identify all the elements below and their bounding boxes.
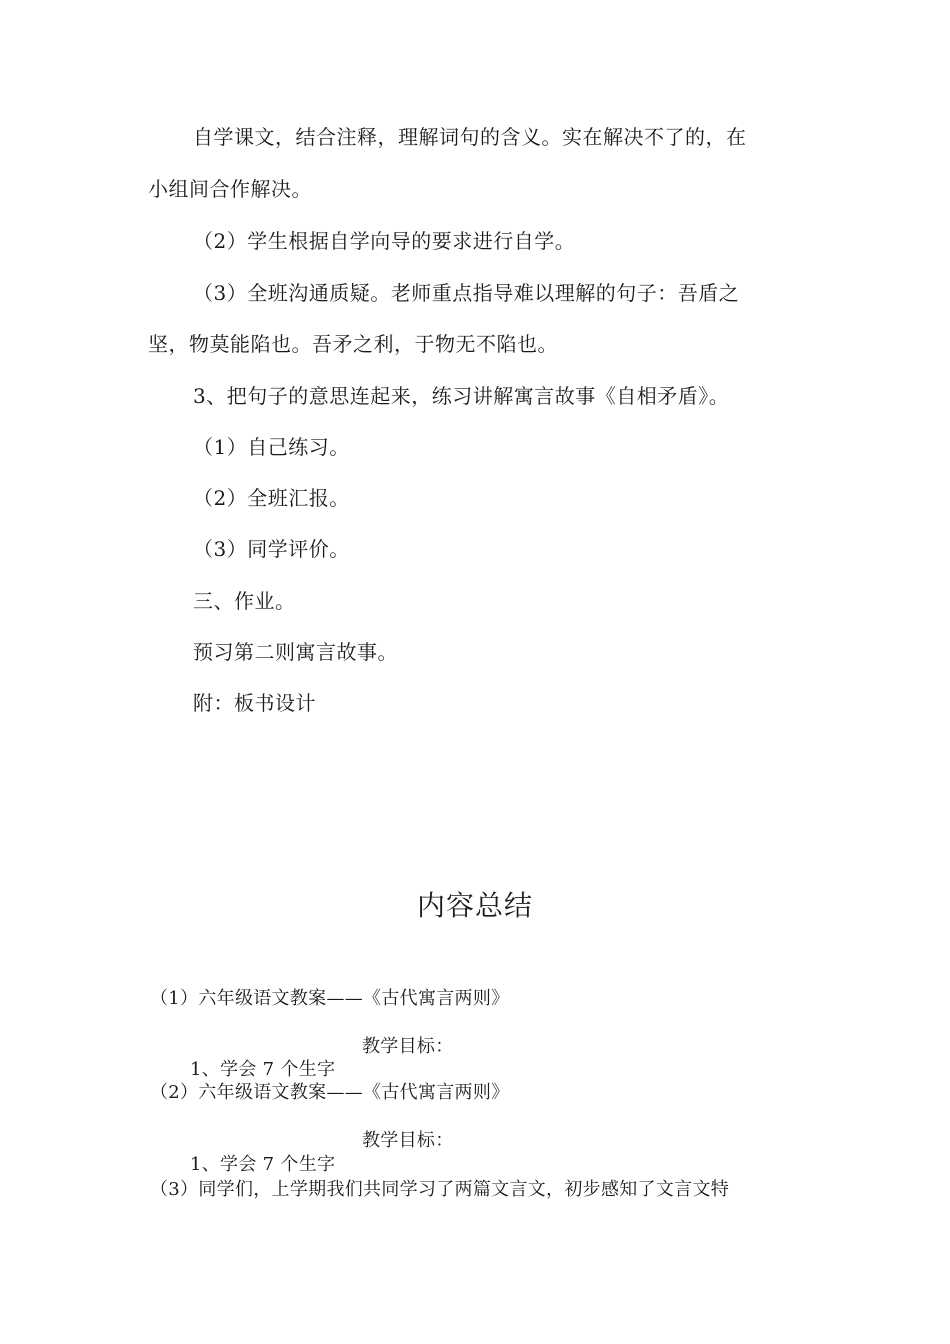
summary-title: 内容总结 (416, 889, 533, 922)
body-line-5: 坚，物莫能陷也。吾矛之利，于物无不陷也。 (148, 332, 558, 356)
summary-item-1-point: 1、学会 7 个生字 (190, 1059, 336, 1080)
body-line-8: （2）全班汇报。 (193, 486, 350, 510)
body-line-11: 预习第二则寓言故事。 (193, 640, 398, 664)
body-line-10: 三、作业。 (193, 589, 296, 613)
summary-item-2-point: 1、学会 7 个生字 (190, 1154, 336, 1175)
summary-item-2-heading: （2）六年级语文教案——《古代寓言两则》 (150, 1082, 510, 1103)
body-line-4: （3）全班沟通质疑。老师重点指导难以理解的句子：吾盾之 (193, 281, 740, 305)
body-line-12: 附：板书设计 (193, 691, 316, 715)
body-line-1: 自学课文，结合注释，理解词句的含义。实在解决不了的，在 (193, 125, 747, 149)
body-line-9: （3）同学评价。 (193, 537, 350, 561)
body-line-2: 小组间合作解决。 (148, 177, 312, 201)
body-line-6: 3、把句子的意思连起来，练习讲解寓言故事《自相矛盾》。 (193, 384, 730, 408)
summary-item-1-heading: （1）六年级语文教案——《古代寓言两则》 (150, 988, 510, 1009)
body-line-3: （2）学生根据自学向导的要求进行自学。 (193, 229, 576, 253)
body-line-7: （1）自己练习。 (193, 435, 350, 459)
summary-item-3: （3）同学们，上学期我们共同学习了两篇文言文，初步感知了文言文特 (150, 1179, 730, 1200)
summary-item-1-goal: 教学目标： (362, 1036, 454, 1057)
summary-item-2-goal: 教学目标： (362, 1130, 454, 1151)
